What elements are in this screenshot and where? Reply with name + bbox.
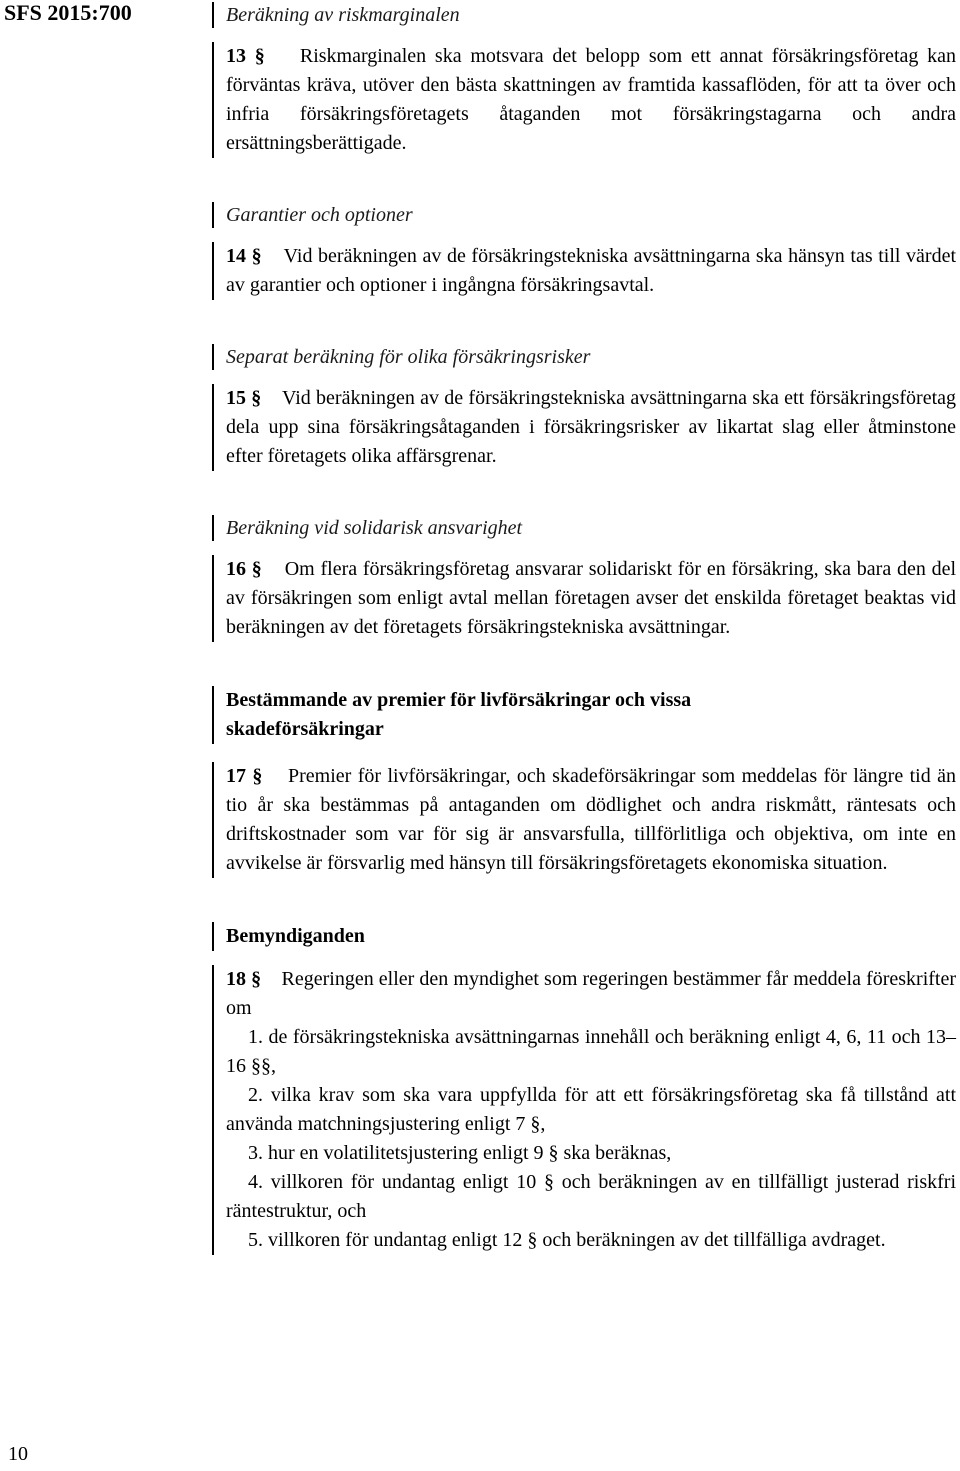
paragraph-16 bbox=[212, 555, 956, 642]
section-heading-15: Separat beräkning för olika försäkringsrisker bbox=[212, 344, 956, 370]
list-item: 4. villkoren för undantag enligt 10 § och beräkningen av en tillfälligt justerad riskfri räntestruktur, och bbox=[226, 1171, 956, 1222]
list-item: 1. de försäkringstekniska avsättningarnas innehåll och beräkning enligt 4, 6, 11 och 13–16 §§, bbox=[226, 1026, 956, 1077]
paragraph-text-13: Riskmarginalen ska motsvara det belopp som ett annat försäkringsföretag kan förväntas kräva, utöver den bästa skattningen av framtida kassaflöden, för att ta över och infria försäkringsföretagets åtaganden mot försäkringstagarna och andra ersättningsberättigade. bbox=[226, 45, 957, 154]
list-item: 5. villkoren för undantag enligt 12 § och beräkningen av det tillfälliga avdraget. bbox=[248, 1229, 886, 1251]
document-number: SFS 2015:700 bbox=[4, 0, 132, 25]
paragraph-number-15: 15 § bbox=[226, 387, 262, 409]
section-heading-13: Beräkning av riskmarginalen bbox=[212, 2, 956, 28]
paragraph-text-15: Vid beräkningen av de försäkringstekniska avsättningarna ska ett försäkringsföretag dela upp sina försäkringsåtaganden i försäkringsrisker av likartat slag eller åtminstone efter företagets olika affärsgrenar. bbox=[226, 387, 956, 467]
paragraph-14 bbox=[212, 242, 956, 300]
paragraph-intro-18 bbox=[226, 965, 956, 1023]
list-item: 2. vilka krav som ska vara uppfyllda för att ett försäkringsföretag ska få tillstånd att använda matchningsjustering enligt 7 §, bbox=[226, 1084, 956, 1135]
paragraph-18 bbox=[212, 965, 956, 1255]
paragraph-text-14: Vid beräkningen av de försäkringstekniska avsättningarna ska hänsyn tas till värdet av garantier och optioner i ingångna försäkringsavtal. bbox=[226, 245, 957, 296]
section-heading-14: Garantier och optioner bbox=[212, 202, 956, 228]
paragraph-text-17: Premier för livförsäkringar, och skadeförsäkringar som meddelas för längre tid än tio år ska bestämmas på antaganden om dödlighet och andra riskmått, räntesats och driftskostnader som var för sig är ansvarsfulla, tillförlitliga och objektiva, om inte en avvikelse är försvarlig med hänsyn till försäkringsföretagets ekonomiska situation. bbox=[226, 765, 957, 874]
section-heading-16: Beräkning vid solidarisk ansvarighet bbox=[212, 515, 956, 541]
document-body bbox=[212, 0, 956, 1255]
paragraph-number-17: 17 § bbox=[226, 765, 263, 787]
paragraph-number-13: 13 § bbox=[226, 45, 265, 67]
list-item: 3. hur en volatilitetsjustering enligt 9 § ska beräknas, bbox=[248, 1142, 672, 1164]
paragraph-15 bbox=[212, 384, 956, 471]
paragraph-text-18: Regeringen eller den myndighet som regeringen bestämmer får meddela föreskrifter om bbox=[226, 968, 957, 1019]
page-number: 10 bbox=[8, 1443, 28, 1465]
section-heading-18: Bemyndiganden bbox=[212, 922, 956, 951]
paragraph-number-16: 16 § bbox=[226, 558, 262, 580]
paragraph-number-18: 18 § bbox=[226, 968, 262, 990]
section-heading-17: Bestämmande av premier för livförsäkringar och vissa skadeförsäkringar bbox=[212, 686, 786, 744]
paragraph-17 bbox=[212, 762, 956, 878]
paragraph-number-14: 14 § bbox=[226, 245, 262, 267]
paragraph-text-16: Om flera försäkringsföretag ansvarar solidariskt för en försäkring, ska bara den del av försäkringen som enligt avtal mellan företagen avser det enskilda företaget beaktas vid beräkningen av det företagets försäkringstekniska avsättningar. bbox=[226, 558, 957, 638]
paragraph-13 bbox=[212, 42, 956, 158]
